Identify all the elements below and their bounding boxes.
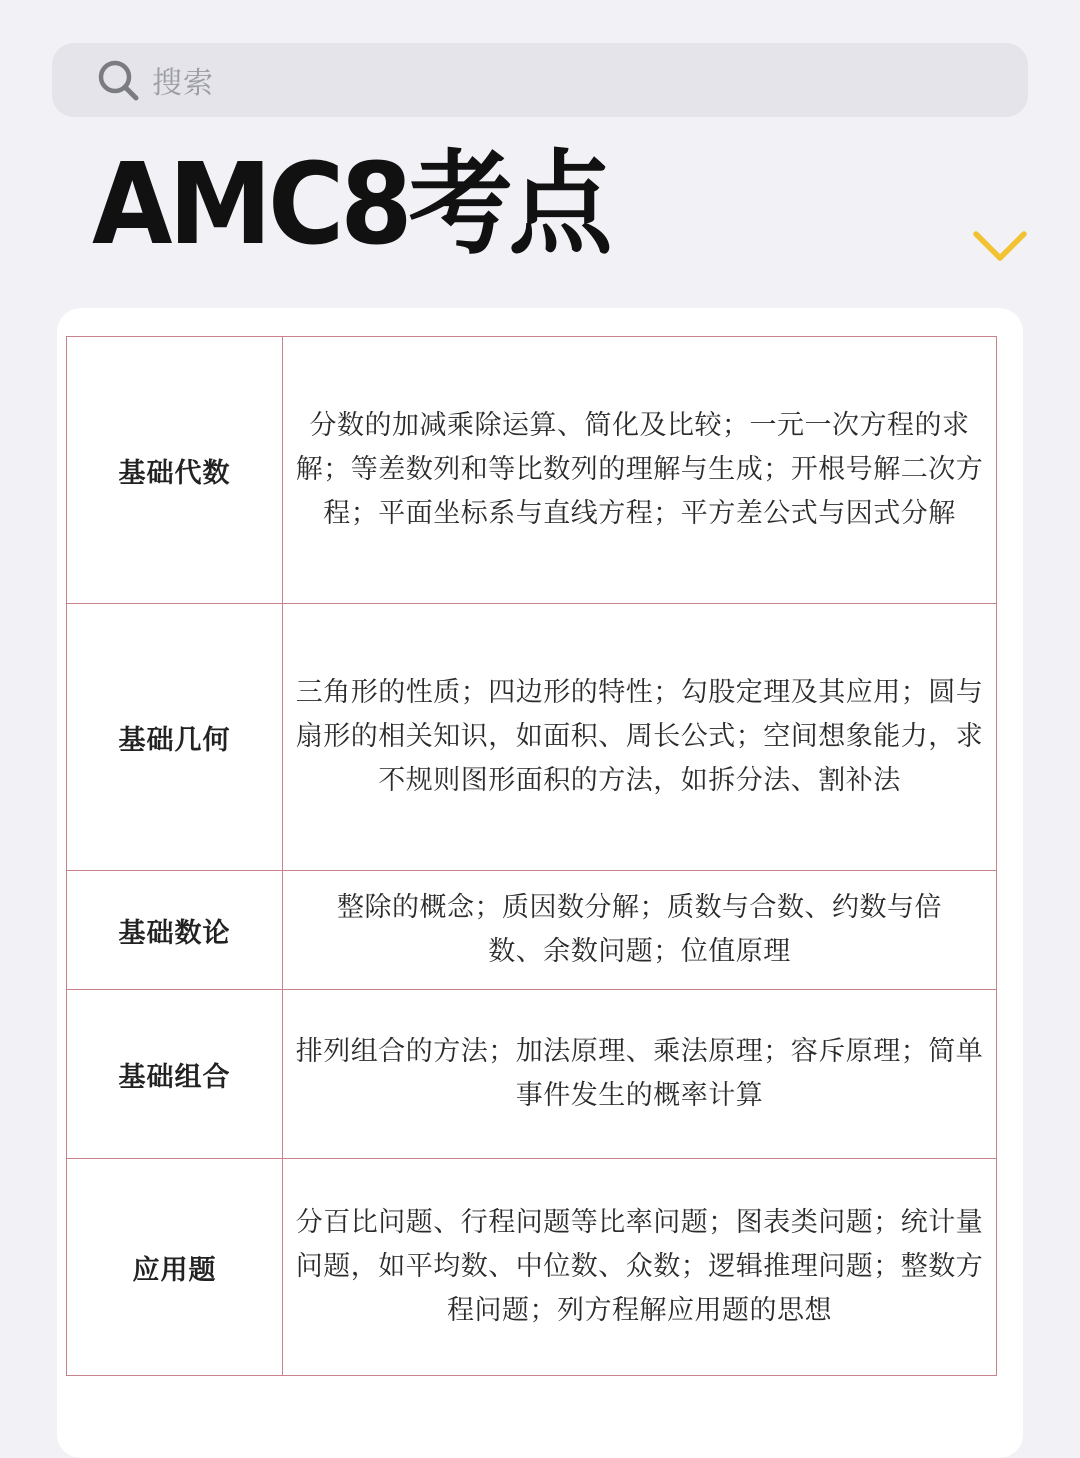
table-row [67,604,997,871]
search-bar[interactable] [52,43,1028,117]
description-cell [283,990,997,1159]
table-row [67,337,997,604]
table-row [67,871,997,990]
description-cell [283,604,997,871]
description-cell [283,1159,997,1376]
description-cell [283,337,997,604]
search-icon [96,58,140,102]
category-cell: 应用题 [67,1159,283,1376]
topics-table [66,336,997,1376]
page-title: AMC8考点 [92,138,609,271]
search-input[interactable]: 搜索 [152,66,214,101]
chevron-down-icon[interactable] [972,228,1028,264]
category-cell: 基础数论 [67,871,283,990]
category-cell: 基础组合 [67,990,283,1159]
category-cell: 基础代数 [67,337,283,604]
description-text: 分百比问题、行程问题等比率问题；图表类问题；统计量问题，如平均数、中位数、众数；逻辑推理问题；整数方程问题；列方程解应用题的思想 [295,1207,984,1326]
category-cell: 基础几何 [67,604,283,871]
description-text: 分数的加减乘除运算、简化及比较；一元一次方程的求解；等差数列和等比数列的理解与生成；开根号解二次方程；平面坐标系与直线方程；平方差公式与因式分解 [295,410,984,529]
description-text: 整除的概念；质因数分解；质数与合数、约数与倍数、余数问题；位值原理 [337,892,942,967]
table-row [67,1159,997,1376]
description-text: 排列组合的方法；加法原理、乘法原理；容斥原理；简单事件发生的概率计算 [295,1036,984,1111]
description-text: 三角形的性质；四边形的特性；勾股定理及其应用；圆与扇形的相关知识，如面积、周长公式；空间想象能力，求不规则图形面积的方法，如拆分法、割补法 [295,677,984,796]
table-row [67,990,997,1159]
description-cell [283,871,997,990]
